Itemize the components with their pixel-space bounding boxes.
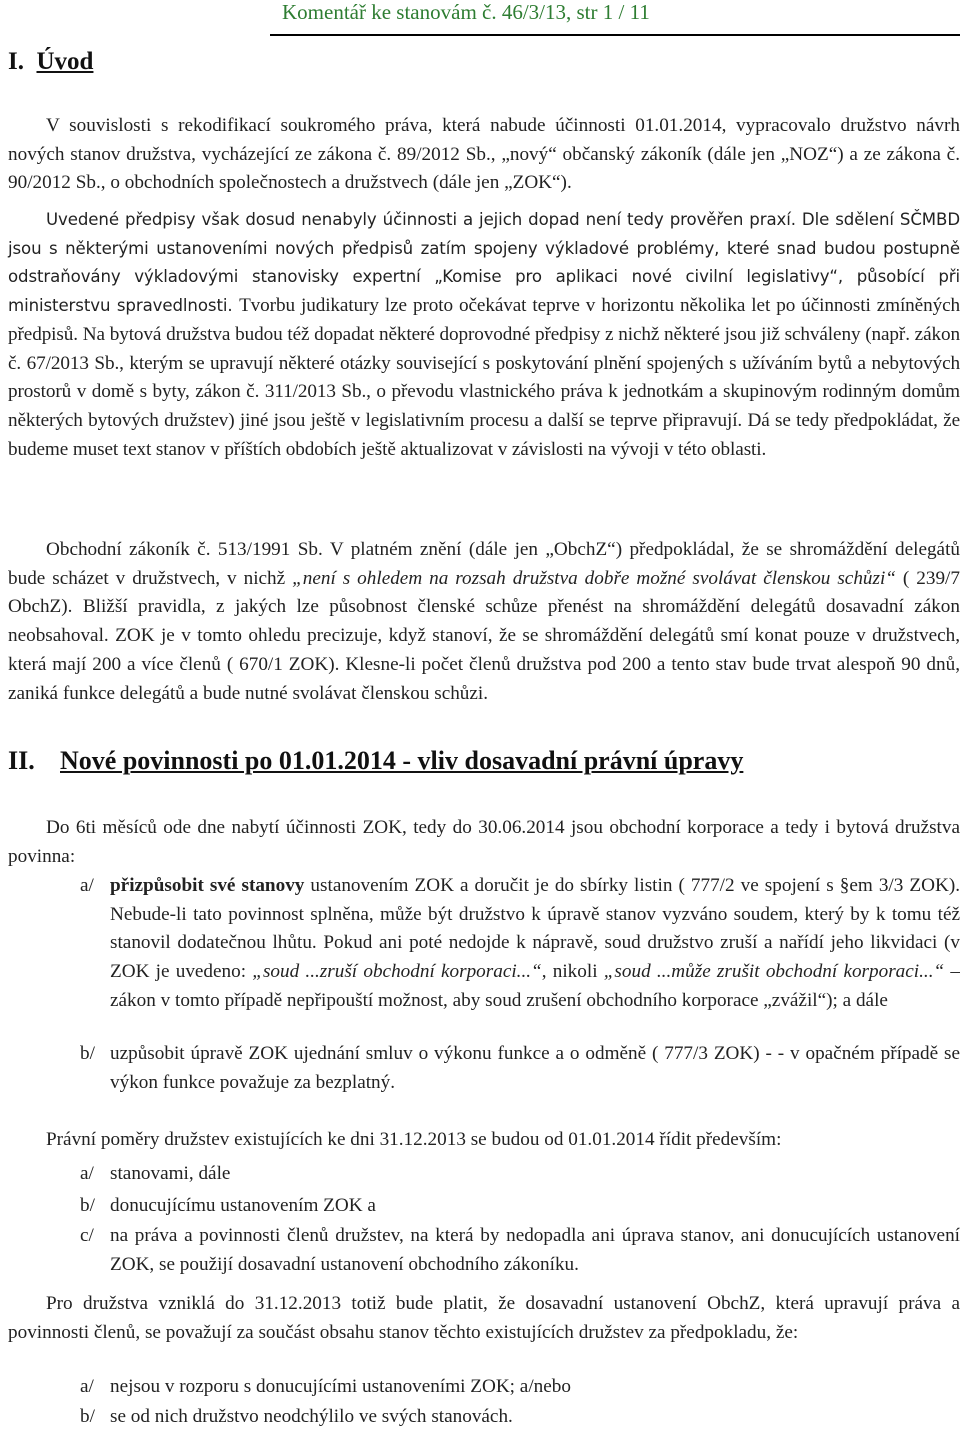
text-part: ustanovením ZOK a doručit je do sbírky listin ( 777/2 ve spojení s §em 3/3 ZOK). Nebude-li tato povinnost splněna, může být družstvo k úpravě stanov vyzváno soudem, který by k tomu též stanovil dodatečnou lhůtu. Pokud ani poté nedojde k nápravě, soud družstvo zruší a nařídí jeho likvidaci (v ZOK je uvedeno: [110,875,960,983]
list-text: nejsou v rozporu s donucujícími ustanoveními ZOK; a/nebo [110,1376,571,1397]
section-heading-1 [8,48,93,76]
paragraph-commercial-code [8,536,960,708]
paragraph-text-a: Uvedené předpisy však dosud nenabyly účinnosti a jejich dopad není tedy prověřen praxí. Dle sdělení SČMBD jsou s některými ustanoveními nových předpisů zatím spojeny výkladové problémy, které snad budou postupně odstraňovány výkladovými stanovisky expertní „Komise pro aplikaci nové civilní legislativy“, působící při ministerstvu spravedlnosti. [8,210,960,316]
list-text: stanovami, dále [110,1163,231,1184]
list-label: a/ [80,1163,94,1184]
quoted-text: „není s ohledem na rozsah družstva dobře možné svolávat členskou schůzi“ [292,567,896,589]
paragraph-text-b: Tvorbu judikatury lze proto očekávat teprve v horizontu několika let po účinnosti zmíněných předpisů. Na bytová družstva budou též dopadat některé doprovodné předpisy z nichž některé jsou již schváleny (např. zákon č. 67/2013 Sb., kterým se upravují některé otázky související s poskytování plnění spojených s užíváním bytů a nebytových prostorů v domě s byty, zákon č. 311/2013 Sb., o převodu vlastnického práva k jednotkám a skupinovým rodinným domům některých bytových družstev) jiné jsou ještě v legislativním procesu a další se teprve připravují. Dá se tedy předpokládat, že budeme muset text stanov v příštích obdobích ještě aktualizovat v závislosti na vývoji v této oblasti. [8,295,960,460]
text-part: , nikoli [541,961,604,983]
paragraph-text-b: ( 239/7 ObchZ). Bližší pravidla, z jakých lze působnost členské schůze přenést na shromáždění delegátů dosavadní zákon neobsahoval. ZOK je v tomto ohledu precizuje, když stanoví, že se shromáždění delegátů smí konat pouze v družstvech, která mají 200 a více členů ( 670/1 ZOK). Klesne-li počet členů družstva pod 200 a tento stav bude trvat alespoň 90 dnů, zaniká funkce delegátů a bude nutné svolávat členskou schůzi. [8,567,960,704]
section-number: II. [8,746,35,775]
paragraph-text-a: Obchodní zákoník č. 513/1991 Sb. V platném znění (dále jen „ObchZ“) předpokládal, že se shromáždění delegátů bude scházet v družstvech, v nichž [8,539,960,589]
list-text: se od nich družstvo neodchýlilo ve svých stanovách. [110,1406,513,1427]
section-heading-2 [8,746,743,776]
list-label: b/ [80,1406,95,1427]
paragraph-text: Do 6ti měsíců ode dne nabytí účinnosti ZOK, tedy do 30.06.2014 jsou obchodní korporace a tedy i bytová družstva povinna: [8,817,960,867]
paragraph-text: Právní poměry družstev existujících ke dni 31.12.2013 se budou od 01.01.2014 řídit především: [46,1129,782,1150]
bold-text: přizpůsobit své stanovy [110,875,305,896]
list-label: b/ [80,1043,95,1064]
running-header: Komentář ke stanovám č. 46/3/13, str 1 / 11 [282,0,650,24]
section-number: I. [8,48,24,75]
text-part: – zákon v tomto případě nepřipouští možnost, aby soud zrušení obchodního korporace „zvážil“); a dále [110,961,960,1011]
list-item [80,1160,960,1189]
list-item [80,1192,960,1221]
section-title: Úvod [36,48,94,75]
list-text [110,872,960,1016]
list-text: na práva a povinnosti členů družstev, na která by nedopadla ani úprava stanov, ani donucujících ustanovení ZOK, se použijí dosavadní ustanovení obchodního zákoníku. [110,1225,960,1275]
paragraph-legal-relations [8,1126,960,1155]
list-item-a [80,872,960,1016]
list-label: c/ [80,1225,94,1246]
list-label: a/ [80,1376,94,1397]
list-item [80,1222,960,1279]
paragraph-obligations [8,814,960,871]
paragraph-intro [8,112,960,198]
italic-quote: „soud ...může zrušit obchodní korporaci...“ [603,961,945,983]
italic-quote: „soud ...zruší obchodní korporaci...“ [252,961,542,983]
list-item [80,1403,960,1432]
paragraph-text: Pro družstva vzniklá do 31.12.2013 totiž bude platit, že dosavadní ustanovení ObchZ, která upravují práva a povinnosti členů, se považují za součást obsahu stanov těchto existujících družstev za předpokladu, že: [8,1293,960,1343]
list-label: a/ [80,875,94,896]
section-title: Nové povinnosti po 01.01.2014 - vliv dosavadní právní úpravy [60,746,744,775]
list-item [80,1373,960,1402]
paragraph-text: V souvislosti s rekodifikací soukromého práva, která nabude účinnosti 01.01.2014, vypracovalo družstvo návrh nových stanov družstva, vycházející ze zákona č. 89/2012 Sb., „nový“ občanský zákoník (dále jen „NOZ“) a ze zákona č. 90/2012 Sb., o obchodních společnostech a družstvech (dále jen „ZOK“). [8,115,960,194]
list-label: b/ [80,1195,95,1216]
paragraph-regulations [8,206,960,464]
list-text: donucujícímu ustanovením ZOK a [110,1195,376,1216]
list-item-b [80,1040,960,1097]
paragraph-existing-coops [8,1290,960,1347]
list-text: uzpůsobit úpravě ZOK ujednání smluv o výkonu funkce a o odměně ( 777/3 ZOK) - - v opačném případě se výkon funkce považuje za bezplatný. [110,1043,960,1093]
